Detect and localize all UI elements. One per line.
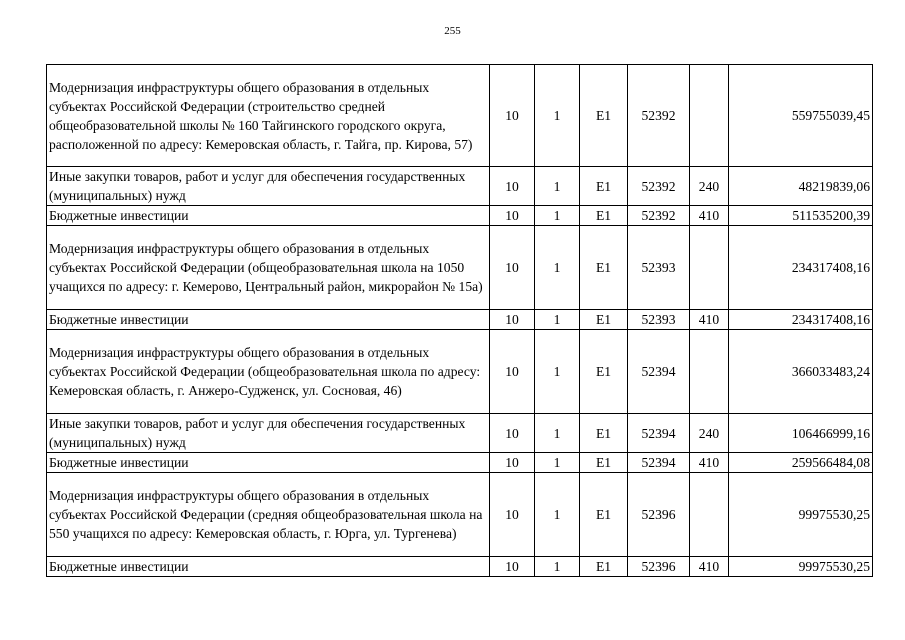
item-name: Модернизация инфраструктуры общего образования в отдельных субъектах Российской Федерации (общеобразовательная школа на 1050 учащихся по адресу: г. Кемерово, Центральный район, микрорайон № 15а): [47, 226, 490, 310]
item-name: Иные закупки товаров, работ и услуг для обеспечения государственных (муниципальных) нужд: [47, 167, 490, 206]
table-row: [47, 557, 873, 577]
program-code: Е1: [580, 557, 628, 577]
item-name: Модернизация инфраструктуры общего образования в отдельных субъектах Российской Федерации (общеобразовательная школа по адресу: Кемеровская область, г. Анжеро-Судженск, ул. Сосновая, 46): [47, 330, 490, 414]
subsection-code: 1: [535, 414, 580, 453]
target-code: 52396: [628, 557, 690, 577]
subsection-code: 1: [535, 330, 580, 414]
target-code: 52392: [628, 65, 690, 167]
section-code: 10: [490, 310, 535, 330]
amount-value: 234317408,16: [729, 226, 873, 310]
item-name: Модернизация инфраструктуры общего образования в отдельных субъектах Российской Федерации (строительство средней общеобразовательной школы № 160 Тайгинского городского округа, расположенной по адресу: Кемеровская область, г. Тайга, пр. Кирова, 57): [47, 65, 490, 167]
section-code: 10: [490, 167, 535, 206]
table-row: [47, 473, 873, 557]
subsection-code: 1: [535, 453, 580, 473]
amount-value: 259566484,08: [729, 453, 873, 473]
expense-type-code: 240: [690, 414, 729, 453]
expense-type-code: 410: [690, 206, 729, 226]
table-row: [47, 414, 873, 453]
target-code: 52392: [628, 206, 690, 226]
amount-value: 106466999,16: [729, 414, 873, 453]
budget-table: [46, 64, 873, 577]
page-number: 255: [444, 25, 461, 37]
program-code: Е1: [580, 226, 628, 310]
table-row: [47, 453, 873, 473]
item-name: Бюджетные инвестиции: [47, 310, 490, 330]
table-row: [47, 206, 873, 226]
program-code: Е1: [580, 473, 628, 557]
item-name: Бюджетные инвестиции: [47, 557, 490, 577]
program-code: Е1: [580, 414, 628, 453]
subsection-code: 1: [535, 473, 580, 557]
expense-type-code: 410: [690, 310, 729, 330]
program-code: Е1: [580, 310, 628, 330]
target-code: 52396: [628, 473, 690, 557]
program-code: Е1: [580, 453, 628, 473]
amount-value: 366033483,24: [729, 330, 873, 414]
table-row: [47, 167, 873, 206]
section-code: 10: [490, 453, 535, 473]
section-code: 10: [490, 414, 535, 453]
subsection-code: 1: [535, 226, 580, 310]
section-code: 10: [490, 206, 535, 226]
subsection-code: 1: [535, 557, 580, 577]
amount-value: 559755039,45: [729, 65, 873, 167]
target-code: 52393: [628, 310, 690, 330]
program-code: Е1: [580, 330, 628, 414]
target-code: 52394: [628, 330, 690, 414]
target-code: 52394: [628, 453, 690, 473]
expense-type-code: [690, 65, 729, 167]
target-code: 52394: [628, 414, 690, 453]
table-row: [47, 310, 873, 330]
section-code: 10: [490, 330, 535, 414]
expense-type-code: 410: [690, 557, 729, 577]
subsection-code: 1: [535, 167, 580, 206]
amount-value: 48219839,06: [729, 167, 873, 206]
amount-value: 511535200,39: [729, 206, 873, 226]
expense-type-code: 410: [690, 453, 729, 473]
program-code: Е1: [580, 167, 628, 206]
amount-value: 99975530,25: [729, 557, 873, 577]
program-code: Е1: [580, 65, 628, 167]
section-code: 10: [490, 65, 535, 167]
expense-type-code: [690, 330, 729, 414]
program-code: Е1: [580, 206, 628, 226]
item-name: Бюджетные инвестиции: [47, 453, 490, 473]
section-code: 10: [490, 557, 535, 577]
amount-value: 234317408,16: [729, 310, 873, 330]
item-name: Бюджетные инвестиции: [47, 206, 490, 226]
target-code: 52392: [628, 167, 690, 206]
amount-value: 99975530,25: [729, 473, 873, 557]
section-code: 10: [490, 226, 535, 310]
item-name: Иные закупки товаров, работ и услуг для обеспечения государственных (муниципальных) нужд: [47, 414, 490, 453]
table-row: [47, 226, 873, 310]
section-code: 10: [490, 473, 535, 557]
subsection-code: 1: [535, 65, 580, 167]
target-code: 52393: [628, 226, 690, 310]
table-row: [47, 330, 873, 414]
expense-type-code: [690, 226, 729, 310]
item-name: Модернизация инфраструктуры общего образования в отдельных субъектах Российской Федерации (средняя общеобразовательная школа на 550 учащихся по адресу: Кемеровская область, г. Юрга, ул. Тургенева): [47, 473, 490, 557]
subsection-code: 1: [535, 310, 580, 330]
table-row: [47, 65, 873, 167]
expense-type-code: [690, 473, 729, 557]
subsection-code: 1: [535, 206, 580, 226]
expense-type-code: 240: [690, 167, 729, 206]
